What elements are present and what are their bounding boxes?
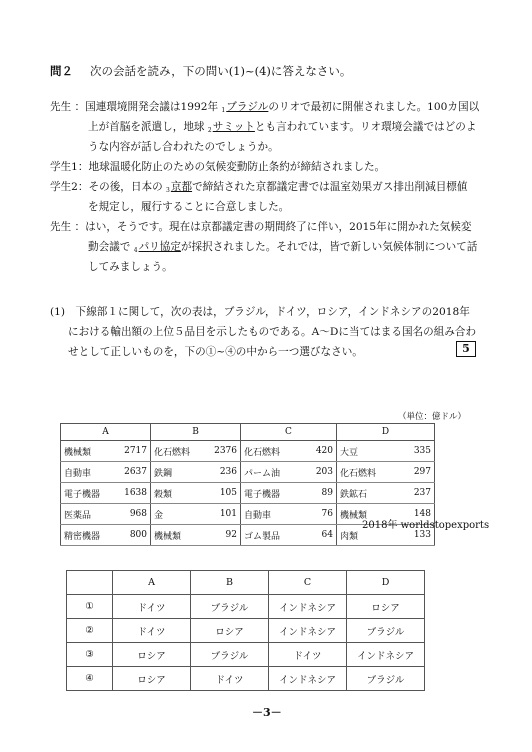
export-value: 89 <box>297 483 337 504</box>
export-value: 236 <box>201 462 241 483</box>
underline-2: サミット <box>212 121 255 133</box>
export-value: 2637 <box>113 462 151 483</box>
country-name: ブラジル <box>191 643 269 667</box>
product-name: 機械類 <box>337 504 393 525</box>
answer-row <box>67 643 425 667</box>
answer-row <box>67 619 425 643</box>
export-value: 105 <box>201 483 241 504</box>
export-value: 92 <box>201 525 241 546</box>
answer-number-box: 5 <box>456 341 476 357</box>
dialogue-line-5: 学生2：その後，日本の $_3$京都で締結された京都議定書では温室効果ガス排出削減目標値 <box>50 181 468 194</box>
country-name: インドネシア <box>269 667 347 691</box>
country-name: ドイツ <box>269 643 347 667</box>
product-name: 化石燃料 <box>241 441 297 462</box>
table-row <box>61 462 435 483</box>
underline-1: ブラジル <box>226 101 269 113</box>
answer-row <box>67 595 425 619</box>
export-value: 968 <box>113 504 151 525</box>
country-name: ロシア <box>113 667 191 691</box>
country-name: ブラジル <box>347 619 425 643</box>
product-name: 精密機器 <box>61 525 113 546</box>
export-value: 297 <box>393 462 435 483</box>
choice-number: ② <box>67 619 113 643</box>
column-header-a: A <box>61 424 151 441</box>
product-name: 電子機器 <box>241 483 297 504</box>
country-name: ブラジル <box>191 595 269 619</box>
underline-4: パリ協定 <box>138 241 181 253</box>
export-value: 2717 <box>113 441 151 462</box>
product-name: 化石燃料 <box>337 462 393 483</box>
subquestion-line-2: における輸出額の上位５品目を示したものである。A～Dに当てはまる国名の組み合わ <box>68 326 477 338</box>
country-name: ブラジル <box>347 667 425 691</box>
export-value: 335 <box>393 441 435 462</box>
country-name: インドネシア <box>269 595 347 619</box>
export-value: 2376 <box>201 441 241 462</box>
answer-column-header: D <box>347 571 425 595</box>
source-note: 2018年 worldstopexports <box>362 520 490 531</box>
dialogue-line-7: 先生 ：はい，そうです。現在は京都議定書の期間終了に伴い，2015年に開かれた気候変 <box>50 221 472 233</box>
dialogue-line-4: 学生1：地球温暖化防止のための気候変動防止条約が締結されました。 <box>50 161 386 173</box>
product-name: 肉類 <box>337 525 393 546</box>
table-row <box>61 483 435 504</box>
export-value: 800 <box>113 525 151 546</box>
subquestion-line-3: せとして正しいものを，下の①~④の中から一つ選びなさい。 <box>68 346 363 358</box>
dialogue-line-2: 上が首脳を派遣し，地球 $_2$サミットとも言われています。リオ環境会議ではどのよ <box>88 121 477 134</box>
product-name: 大豆 <box>337 441 393 462</box>
country-name: ロシア <box>191 619 269 643</box>
question-instruction: 次の会話を読み，下の問い(1)~(4)に答えなさい。 <box>90 64 352 78</box>
answer-column-header: A <box>113 571 191 595</box>
product-name: 自動車 <box>61 462 113 483</box>
choice-number: ① <box>67 595 113 619</box>
export-value: 101 <box>201 504 241 525</box>
export-value: 237 <box>393 483 435 504</box>
product-name: 電子機器 <box>61 483 113 504</box>
table-row <box>61 441 435 462</box>
export-table-header <box>61 424 435 441</box>
answer-column-header: B <box>191 571 269 595</box>
product-name: ゴム製品 <box>241 525 297 546</box>
choice-number: ④ <box>67 667 113 691</box>
export-value: 133 <box>393 525 435 546</box>
column-header-d: D <box>337 424 435 441</box>
dialogue-line-3: うな内容が話し合われたのでしょうか。 <box>88 141 279 153</box>
product-name: 穀類 <box>151 483 201 504</box>
export-value: 1638 <box>113 483 151 504</box>
dialogue-line-9: してみましょう。 <box>88 261 173 273</box>
product-name: 医薬品 <box>61 504 113 525</box>
country-name: ロシア <box>347 595 425 619</box>
underline-3: 京都 <box>170 181 193 193</box>
choice-number: ③ <box>67 643 113 667</box>
dialogue-line-8: 動会議で $_4$パリ協定が採択されました。それでは，皆で新しい気候体制について話 <box>88 241 478 254</box>
page-number: －3－ <box>252 706 282 719</box>
answer-table-header <box>67 571 425 595</box>
country-name: インドネシア <box>347 643 425 667</box>
dialogue-line-1: 先生 ：国連環境開発会議は1992年 $_1$ブラジルのリオで最初に開催されました。100カ国以 <box>50 101 480 114</box>
export-value: 203 <box>297 462 337 483</box>
subquestion-line-1: (1) 下線部１に関して，次の表は，ブラジル，ドイツ，ロシア，インドネシアの2018年 <box>50 306 470 318</box>
export-value: 64 <box>297 525 337 546</box>
export-value: 148 <box>393 504 435 525</box>
dialogue-line-6: を規定し，履行することに合意しました。 <box>88 201 290 213</box>
question-number: 問２ <box>50 64 73 78</box>
product-name: パーム油 <box>241 462 297 483</box>
country-name: ドイツ <box>113 595 191 619</box>
answer-column-header <box>67 571 113 595</box>
product-name: 機械類 <box>151 525 201 546</box>
country-name: ドイツ <box>113 619 191 643</box>
product-name: 機械類 <box>61 441 113 462</box>
country-name: ドイツ <box>191 667 269 691</box>
product-name: 金 <box>151 504 201 525</box>
answer-column-header: C <box>269 571 347 595</box>
country-name: インドネシア <box>269 619 347 643</box>
column-header-b: B <box>151 424 241 441</box>
unit-label: （単位：億ドル） <box>398 412 467 422</box>
product-name: 鉄鋼 <box>151 462 201 483</box>
product-name: 自動車 <box>241 504 297 525</box>
answer-choices-table <box>66 570 425 691</box>
export-value: 76 <box>297 504 337 525</box>
export-value: 420 <box>297 441 337 462</box>
column-header-c: C <box>241 424 337 441</box>
answer-row <box>67 667 425 691</box>
country-name: ロシア <box>113 643 191 667</box>
product-name: 鉄鉱石 <box>337 483 393 504</box>
product-name: 化石燃料 <box>151 441 201 462</box>
